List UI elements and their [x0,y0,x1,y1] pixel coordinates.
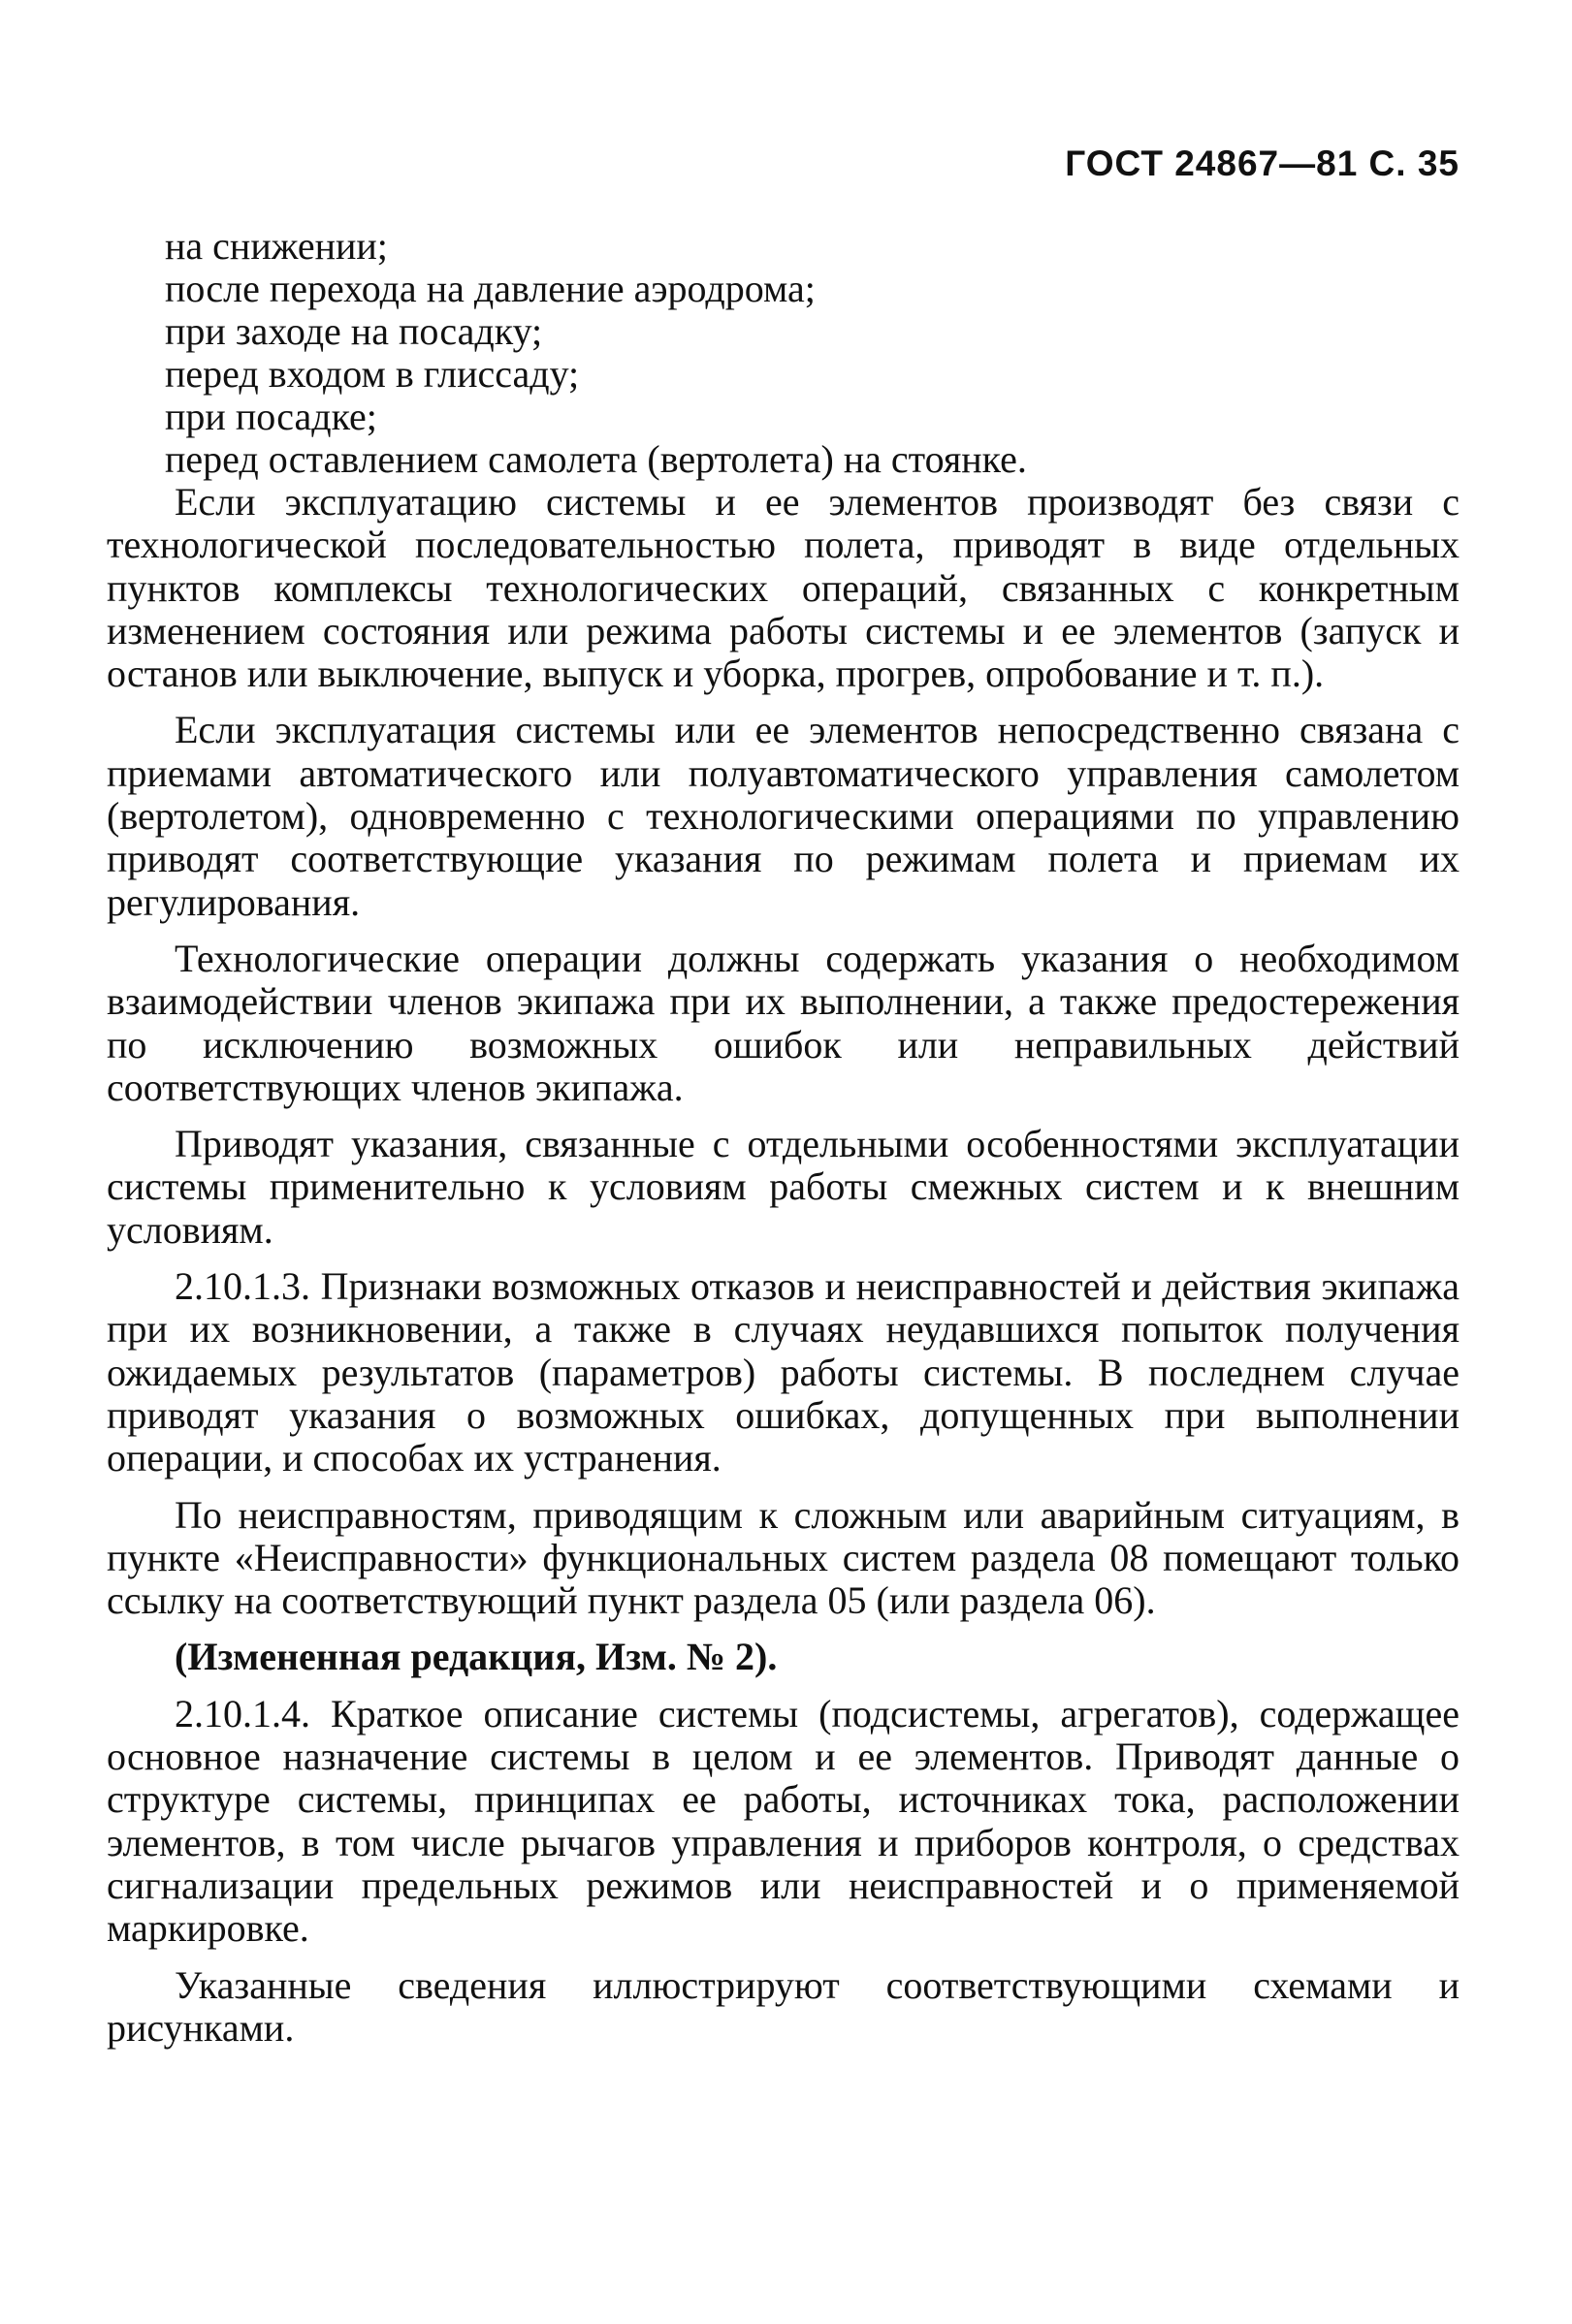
page-body [107,225,1460,2050]
paragraph: Если эксплуатация системы или ее элементов непосредственно связана с приемами автоматического или полуавтоматического управления самолетом (вертолетом), одновременно с технологическими операциями по управлению приводят соответствующие указания по режимам полета и приемам их регулирования. [107,708,1460,924]
list-item: после перехода на давление аэродрома; [165,267,816,310]
paragraph: Технологические операции должны содержать указания о необходимом взаимодействии членов экипажа при их выполнении, а также предостережения по исключению возможных ошибок или неправильных действий соответствующих членов экипажа. [107,936,1460,1109]
page-header: ГОСТ 24867—81 С. 35 [1065,143,1460,183]
list-item: при посадке; [165,395,377,438]
list-item: при заходе на посадку; [165,309,543,353]
list-item: перед оставлением самолета (вертолета) на стоянке. [165,437,1027,481]
list-item: перед входом в глиссаду; [165,352,580,396]
list-item: на снижении; [165,224,388,268]
paragraph-section-2-10-1-3: 2.10.1.3. Признаки возможных отказов и неисправностей и действия экипажа при их возникновении, а также в случаях неудавшихся попыток получения ожидаемых результатов (параметров) работы системы. В последнем случае приводят указания о возможных ошибках, допущенных при выполнении операции, и способах их устранения. [107,1264,1460,1480]
operations-list [107,225,1460,481]
paragraph: По неисправностям, приводящим к сложным или аварийным ситуациям, в пункте «Неисправности» функциональных систем раздела 08 помещают только ссылку на соответствующий пункт раздела 05 (или раздела 06). [107,1492,1460,1623]
paragraph: Приводят указания, связанные с отдельными особенностями эксплуатации системы применительно к условиям работы смежных систем и к внешним условиям. [107,1122,1460,1252]
paragraph-section-2-10-1-4: 2.10.1.4. Краткое описание системы (подсистемы, агрегатов), содержащее основное назначение системы в целом и ее элементов. Приводят данные о структуре системы, принципах ее работы, источниках тока, расположении элементов, в том числе рычагов управления и приборов контроля, о средствах сигнализации предельных режимов или неисправностей и о применяемой маркировке. [107,1691,1460,1951]
paragraph: Указанные сведения иллюстрируют соответствующими схемами и рисунками. [107,1962,1460,2050]
paragraph: Если эксплуатацию системы и ее элементов производят без связи с технологической последовательностью полета, приводят в виде отдельных пунктов комплексы технологических операций, связанных с конкретным изменением состояния или режима работы системы и ее элементов (запуск и останов или выключение, выпуск и уборка, прогрев, опробование и т. п.). [107,480,1460,696]
amendment-note: (Измененная редакция, Изм. № 2). [175,1635,778,1679]
